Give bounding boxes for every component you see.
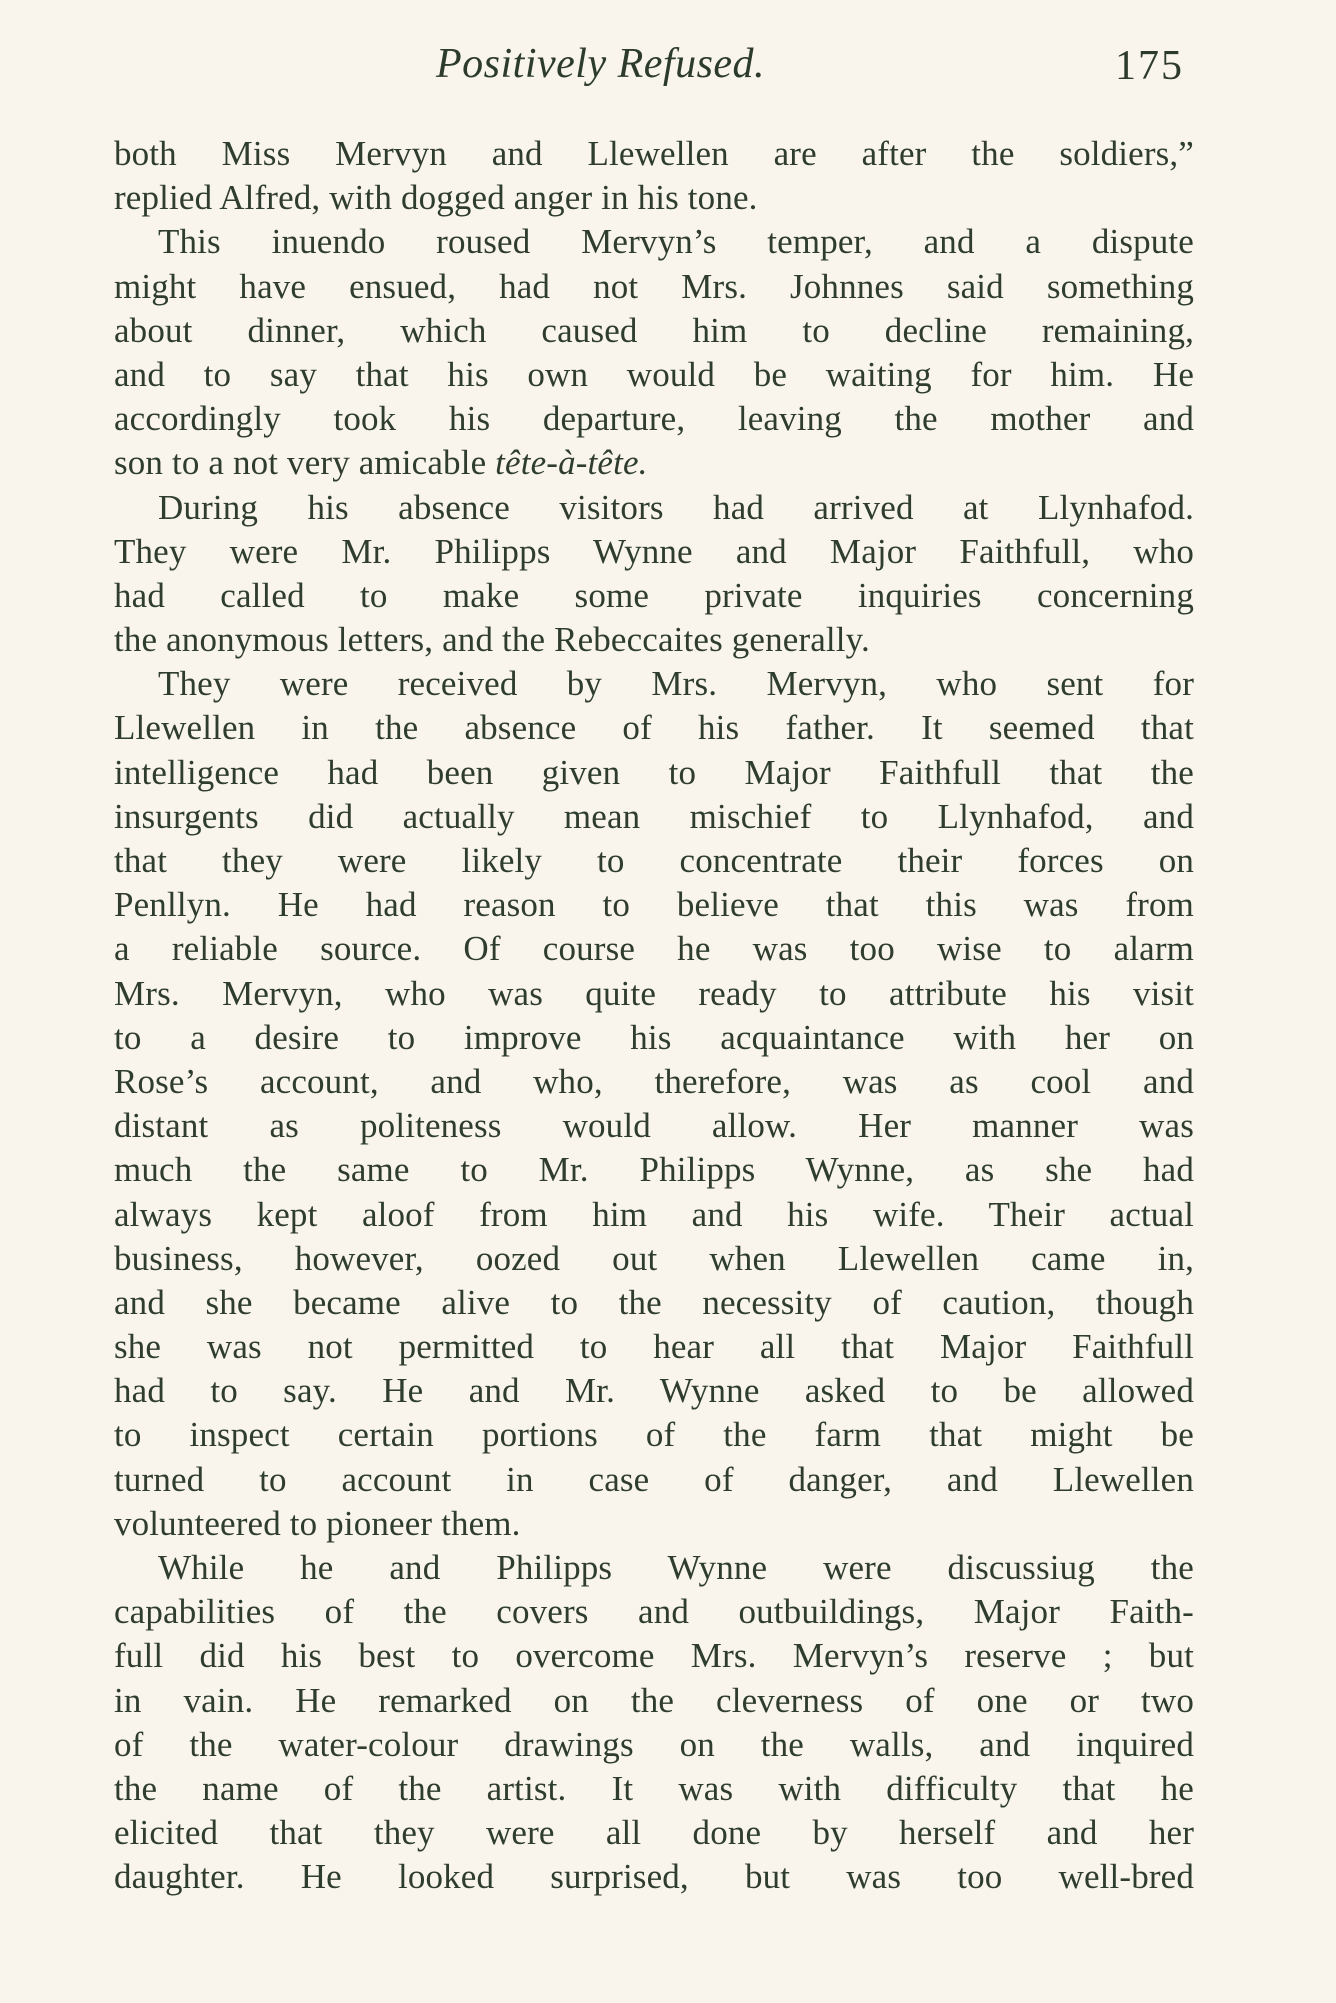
text-line: They were received by Mrs. Mervyn, who sent for <box>158 664 1194 704</box>
text-line: might have ensued, had not Mrs. Johnnes said something <box>114 266 1194 306</box>
text-line: distant as politeness would allow. Her manner was <box>114 1106 1194 1146</box>
text-line: During his absence visitors had arrived at Llynhafod. <box>158 487 1194 527</box>
text-line: about dinner, which caused him to decline remaining, <box>114 310 1194 350</box>
text-line: They were Mr. Philipps Wynne and Major Faithfull, who <box>114 531 1194 571</box>
running-title: Positively Refused. <box>436 41 766 87</box>
text-line: to inspect certain portions of the farm that might be <box>114 1415 1194 1455</box>
text-line: to a desire to improve his acquaintance with her on <box>114 1017 1194 1057</box>
text-line-with-italic <box>114 441 1194 485</box>
text-line: Rose’s account, and who, therefore, was as cool and <box>114 1061 1194 1101</box>
text-line: a reliable source. Of course he was too wise to alarm <box>114 929 1194 969</box>
text-line: she was not permitted to hear all that Major Faithfull <box>114 1327 1194 1367</box>
text-line: daughter. He looked surprised, but was too well-bred <box>114 1857 1194 1897</box>
text-line: This inuendo roused Mervyn’s temper, and a dispute <box>158 222 1194 262</box>
text-line: accordingly took his departure, leaving the mother and <box>114 399 1194 439</box>
text-line: volunteered to pioneer them. <box>114 1503 521 1543</box>
text-line: always kept aloof from him and his wife. Their actual <box>114 1194 1194 1234</box>
text-line: Llewellen in the absence of his father. It seemed that <box>114 708 1194 748</box>
italic-phrase: tête-à-tête. <box>495 443 648 483</box>
text-line: full did his best to overcome Mrs. Mervyn’s reserve ; but <box>114 1636 1194 1676</box>
text-line: While he and Philipps Wynne were discussiug the <box>158 1548 1194 1587</box>
text-line: Mrs. Mervyn, who was quite ready to attribute his visit <box>114 973 1194 1013</box>
text-line-start: son to a not very amicable <box>114 443 496 483</box>
text-line: intelligence had been given to Major Faithfull that the <box>114 752 1194 792</box>
page-number: 175 <box>1115 43 1184 89</box>
text-line: in vain. He remarked on the cleverness of one or two <box>114 1680 1194 1720</box>
text-line: the anonymous letters, and the Rebeccaites generally. <box>114 620 870 660</box>
text-line: turned to account in case of danger, and Llewellen <box>114 1459 1194 1499</box>
text-line: of the water-colour drawings on the walls, and inquired <box>114 1724 1194 1764</box>
text-line: the name of the artist. It was with difficulty that he <box>114 1768 1194 1808</box>
text-line: capabilities of the covers and outbuildings, Major Faith- <box>114 1592 1194 1632</box>
text-line: insurgents did actually mean mischief to Llynhafod, and <box>114 796 1194 836</box>
body-text <box>114 132 1194 1900</box>
text-line: replied Alfred, with dogged anger in his tone. <box>114 178 758 218</box>
text-line: and to say that his own would be waiting for him. He <box>114 354 1194 394</box>
text-line: had called to make some private inquiries concerning <box>114 575 1194 615</box>
text-line: and she became alive to the necessity of caution, though <box>114 1282 1194 1322</box>
text-line: business, however, oozed out when Llewellen came in, <box>114 1238 1194 1278</box>
text-line: had to say. He and Mr. Wynne asked to be allowed <box>114 1371 1194 1411</box>
text-line: Penllyn. He had reason to believe that this was from <box>114 885 1194 925</box>
text-line: elicited that they were all done by herself and her <box>114 1813 1194 1853</box>
text-line: that they were likely to concentrate their forces on <box>114 841 1194 880</box>
text-line: much the same to Mr. Philipps Wynne, as she had <box>114 1150 1194 1190</box>
running-head <box>0 40 1336 100</box>
text-line: both Miss Mervyn and Llewellen are after the soldiers,” <box>114 134 1194 173</box>
